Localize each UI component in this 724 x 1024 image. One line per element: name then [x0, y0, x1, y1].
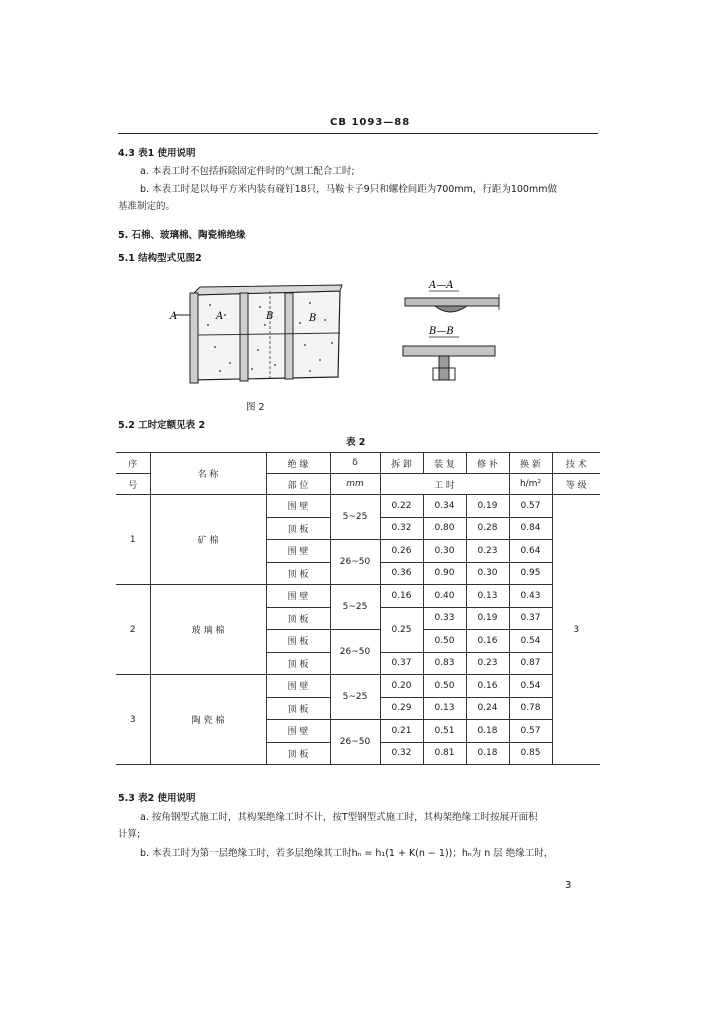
- header-restore: 装 复: [423, 453, 466, 474]
- section-5-heading: 5. 石棉、玻璃棉、陶瓷棉绝缘: [118, 230, 246, 241]
- part-cell: 围 壁: [266, 720, 330, 743]
- section-4-3-heading: 4.3 表1 使用说明: [118, 148, 196, 159]
- dismantle-cell: 0.20: [380, 675, 423, 698]
- renew-cell: 0.85: [509, 742, 552, 765]
- renew-cell: 0.95: [509, 562, 552, 585]
- header-thickness-unit: mm: [330, 474, 380, 495]
- dismantle-merged-cell: 0.25: [380, 607, 423, 652]
- part-cell: 顶 板: [266, 517, 330, 540]
- section-aa-drawing: [405, 294, 499, 312]
- section-5-3-item-a-cont: 计算;: [118, 829, 141, 840]
- restore-cell: 0.50: [423, 675, 466, 698]
- section-aa-label: A—A: [429, 280, 454, 291]
- insulation-panel: [174, 285, 342, 383]
- dismantle-cell: 0.21: [380, 720, 423, 743]
- group-no: 3: [116, 675, 150, 765]
- section-4-3-item-b: b. 本表工时是以每平方米内装有碰钉18只，马鞍卡子9只和螺栓间距为700mm，行距为100mm做: [140, 184, 557, 195]
- section-5-2-heading: 5.2 工时定额见表 2: [118, 420, 206, 431]
- header-no-2: 号: [116, 474, 150, 495]
- restore-cell: 0.51: [423, 720, 466, 743]
- section-5-3-item-b: b. 本表工时为第一层绝缘工时，若多层绝缘其工时hₙ = h₁(1 + K(n − 1))；hₙ为 n 层 绝缘工时，: [140, 848, 554, 859]
- dismantle-cell: 0.36: [380, 562, 423, 585]
- section-bb-drawing: [403, 346, 495, 380]
- repair-cell: 0.28: [466, 517, 509, 540]
- renew-cell: 0.54: [509, 675, 552, 698]
- section-4-3-item-b-cont: 基准制定的。: [118, 201, 176, 212]
- part-cell: 围 板: [266, 630, 330, 653]
- dismantle-cell: 0.37: [380, 652, 423, 675]
- renew-cell: 0.57: [509, 495, 552, 518]
- repair-cell: 0.19: [466, 495, 509, 518]
- header-repair: 修 补: [466, 453, 509, 474]
- restore-cell: 0.40: [423, 585, 466, 608]
- thickness-cell: 5~25: [330, 495, 380, 540]
- restore-cell: 0.80: [423, 517, 466, 540]
- work-hours-table: [116, 452, 600, 765]
- restore-cell: 0.81: [423, 742, 466, 765]
- table-header-row-1: [116, 453, 600, 474]
- grade-cell: 3: [552, 495, 600, 765]
- header-part-2: 部 位: [266, 474, 330, 495]
- table-2-caption: 表 2: [346, 437, 366, 448]
- label-b-inner-1: B: [266, 311, 274, 322]
- thickness-cell: 26~50: [330, 630, 380, 675]
- part-cell: 顶 板: [266, 607, 330, 630]
- thickness-cell: 26~50: [330, 540, 380, 585]
- figure-2-section-views: [395, 276, 515, 388]
- renew-cell: 0.64: [509, 540, 552, 563]
- header-part: 绝 缘: [266, 453, 330, 474]
- thickness-cell: 5~25: [330, 675, 380, 720]
- restore-cell: 0.83: [423, 652, 466, 675]
- dismantle-cell: 0.16: [380, 585, 423, 608]
- restore-cell: 0.30: [423, 540, 466, 563]
- table-row: [116, 675, 600, 698]
- restore-cell: 0.33: [423, 607, 466, 630]
- repair-cell: 0.18: [466, 742, 509, 765]
- page-number: 3: [565, 880, 572, 891]
- repair-cell: 0.13: [466, 585, 509, 608]
- doc-code-header: CB 1093—88: [330, 117, 411, 128]
- renew-cell: 0.87: [509, 652, 552, 675]
- header-rule: [118, 133, 598, 134]
- header-dismantle: 拆 卸: [380, 453, 423, 474]
- part-cell: 围 壁: [266, 495, 330, 518]
- repair-cell: 0.16: [466, 630, 509, 653]
- figure-2-panel-drawing: [170, 285, 350, 385]
- renew-cell: 0.84: [509, 517, 552, 540]
- group-name: 玻 璃 棉: [150, 585, 266, 675]
- repair-cell: 0.30: [466, 562, 509, 585]
- renew-cell: 0.37: [509, 607, 552, 630]
- thickness-cell: 5~25: [330, 585, 380, 630]
- header-thickness: δ: [330, 453, 380, 474]
- dismantle-cell: 0.29: [380, 697, 423, 720]
- restore-cell: 0.34: [423, 495, 466, 518]
- repair-cell: 0.23: [466, 540, 509, 563]
- part-cell: 围 壁: [266, 540, 330, 563]
- header-no: 序: [116, 453, 150, 474]
- part-cell: 围 壁: [266, 585, 330, 608]
- dismantle-cell: 0.32: [380, 742, 423, 765]
- header-unit: h/m²: [509, 474, 552, 495]
- header-hours: 工 时: [380, 474, 509, 495]
- thickness-cell: 26~50: [330, 720, 380, 765]
- renew-cell: 0.78: [509, 697, 552, 720]
- section-bb-label: B—B: [429, 326, 454, 337]
- part-cell: 顶 板: [266, 562, 330, 585]
- header-grade: 技 术: [552, 453, 600, 474]
- label-a-inner: A: [216, 311, 224, 322]
- header-renew: 换 新: [509, 453, 552, 474]
- table-row: [116, 585, 600, 608]
- group-no: 1: [116, 495, 150, 585]
- dismantle-cell: 0.22: [380, 495, 423, 518]
- repair-cell: 0.16: [466, 675, 509, 698]
- renew-cell: 0.54: [509, 630, 552, 653]
- part-cell: 顶 板: [266, 742, 330, 765]
- repair-cell: 0.19: [466, 607, 509, 630]
- group-name: 陶 瓷 棉: [150, 675, 266, 765]
- figure-2-caption: 图 2: [246, 402, 265, 413]
- section-4-3-item-a: a. 本表工时不包括拆除固定件时的气割工配合工时;: [140, 166, 355, 177]
- restore-cell: 0.50: [423, 630, 466, 653]
- repair-cell: 0.23: [466, 652, 509, 675]
- part-cell: 顶 板: [266, 652, 330, 675]
- part-cell: 围 壁: [266, 675, 330, 698]
- renew-cell: 0.57: [509, 720, 552, 743]
- label-b-inner-2: B: [309, 313, 317, 324]
- repair-cell: 0.24: [466, 697, 509, 720]
- group-no: 2: [116, 585, 150, 675]
- repair-cell: 0.18: [466, 720, 509, 743]
- renew-cell: 0.43: [509, 585, 552, 608]
- section-5-3-item-a: a. 按角钢型式施工时，其构架绝缘工时不计，按T型钢型式施工时，其构架绝缘工时按展开面积: [140, 812, 538, 823]
- header-name: 名 称: [150, 453, 266, 495]
- table-row: [116, 495, 600, 518]
- dismantle-cell: 0.32: [380, 517, 423, 540]
- group-name: 矿 棉: [150, 495, 266, 585]
- label-a-outer: A: [170, 311, 178, 322]
- part-cell: 顶 板: [266, 697, 330, 720]
- dismantle-cell: 0.26: [380, 540, 423, 563]
- restore-cell: 0.90: [423, 562, 466, 585]
- header-grade-2: 等 级: [552, 474, 600, 495]
- section-5-3-heading: 5.3 表2 使用说明: [118, 793, 196, 804]
- restore-cell: 0.13: [423, 697, 466, 720]
- section-5-1-heading: 5.1 结构型式见图2: [118, 253, 202, 264]
